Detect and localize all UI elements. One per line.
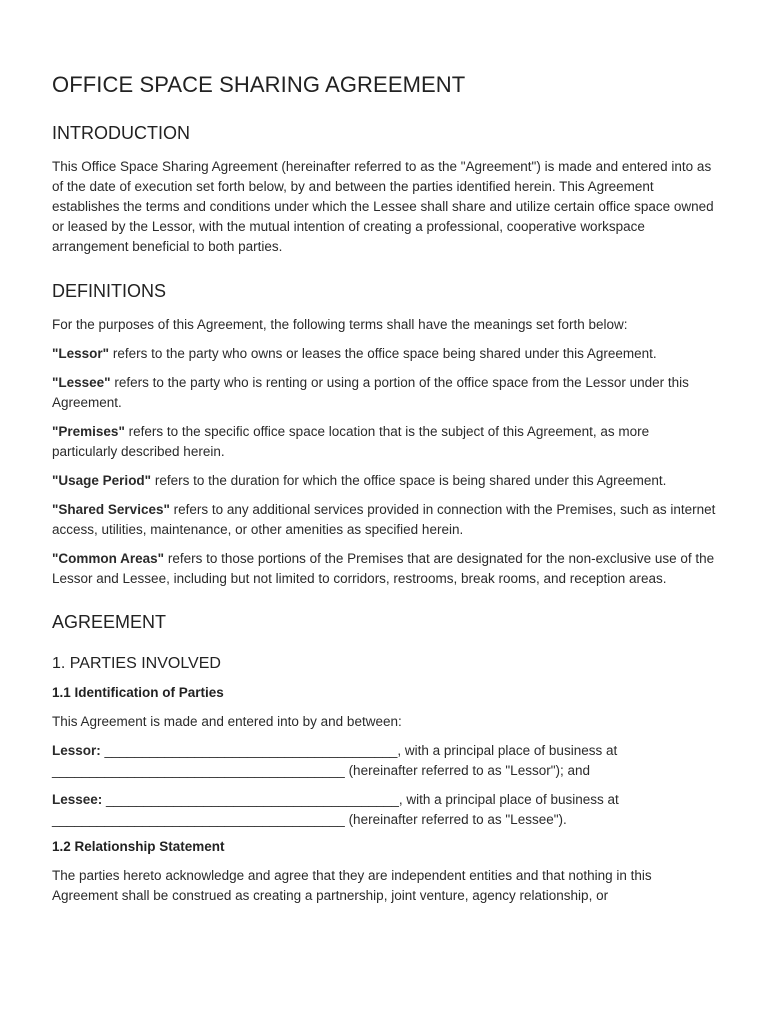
definition-text: refers to any additional services provided in connection with the Premises, such as internet access, utilities, maintenance, or other amenities as specified herein. [52, 502, 716, 537]
definition-item [52, 422, 718, 462]
definition-term: "Shared Services" [52, 502, 170, 517]
definition-term: "Premises" [52, 424, 125, 439]
definition-text: refers to the duration for which the office space is being shared under this Agreement. [151, 473, 667, 488]
lessee-line [52, 790, 718, 830]
subsection-1-2-heading: 1.2 Relationship Statement [52, 839, 225, 854]
definition-item [52, 471, 718, 491]
introduction-heading: INTRODUCTION [52, 123, 190, 143]
document-title: OFFICE SPACE SHARING AGREEMENT [52, 72, 466, 97]
definition-text: refers to the specific office space location that is the subject of this Agreement, as more particularly described herein. [52, 424, 650, 459]
definitions-heading: DEFINITIONS [52, 281, 167, 301]
definitions-intro: For the purposes of this Agreement, the following terms shall have the meanings set forth below: [52, 317, 628, 332]
definition-text: refers to those portions of the Premises that are designated for the non-exclusive use of the Lessor and Lessee, including but not limited to corridors, restrooms, break rooms, and reception areas. [52, 551, 715, 586]
definition-item [52, 344, 718, 364]
parties-intro: This Agreement is made and entered into by and between: [52, 714, 402, 729]
definition-term: "Common Areas" [52, 551, 165, 566]
relationship-paragraph: The parties hereto acknowledge and agree that they are independent entities and that nothing in this Agreement shall be construed as creating a partnership, joint venture, agency relationship, or [52, 868, 652, 903]
subsection-1-1-heading: 1.1 Identification of Parties [52, 685, 224, 700]
lessee-text: _______________________________________, with a principal place of business at _______________________________________ (hereinafter referred to as "Lessee"). [52, 792, 619, 827]
definition-text: refers to the party who is renting or using a portion of the office space from the Lessor under this Agreement. [52, 375, 689, 410]
introduction-paragraph: This Office Space Sharing Agreement (hereinafter referred to as the "Agreement") is made and entered into as of the date of execution set forth below, by and between the parties identified herein. This Agreement establishes the terms and conditions under which the Lessee shall share and utilize certain office space owned or leased by the Lessor, with the mutual intention of creating a professional, cooperative workspace arrangement beneficial to both parties. [52, 159, 714, 254]
agreement-heading: AGREEMENT [52, 612, 167, 632]
definition-item [52, 500, 718, 540]
lessor-label: Lessor: [52, 743, 101, 758]
lessor-text: _______________________________________, with a principal place of business at _______________________________________ (hereinafter referred to as "Lessor"); and [52, 743, 618, 778]
section-1-heading: 1. PARTIES INVOLVED [52, 655, 221, 672]
lessee-label: Lessee: [52, 792, 103, 807]
definition-item [52, 373, 718, 413]
definition-item [52, 549, 718, 589]
definition-text: refers to the party who owns or leases the office space being shared under this Agreement. [109, 346, 657, 361]
lessor-line [52, 741, 718, 781]
definition-term: "Lessor" [52, 346, 110, 361]
definition-term: "Lessee" [52, 375, 111, 390]
definition-term: "Usage Period" [52, 473, 152, 488]
